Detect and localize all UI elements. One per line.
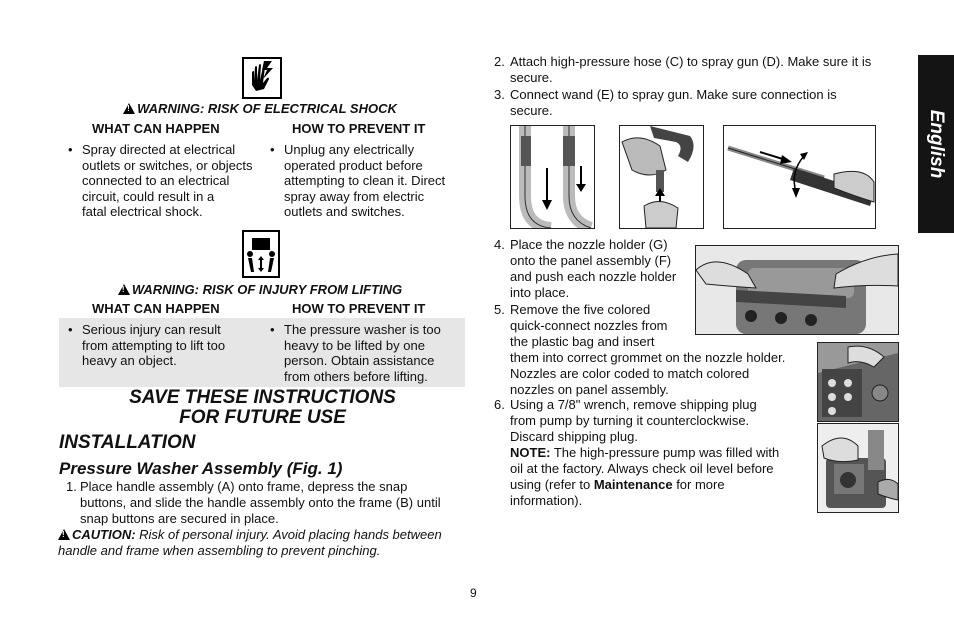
text-line: person. Obtain assistance (284, 353, 435, 368)
lifting-what-list (68, 322, 268, 369)
text-line: information). (510, 493, 583, 508)
text-line: from attempting to lift too (82, 337, 226, 353)
step-1 (66, 479, 467, 527)
electrical-warning-title (60, 101, 460, 116)
text-line: from others before lifting. (284, 368, 428, 384)
electrical-how-to-prevent-heading: HOW TO PREVENT IT (292, 121, 426, 136)
electrical-shock-icon (242, 57, 282, 99)
text-line: using (refer to (510, 477, 594, 492)
text-line: oil at the factory. Always check oil level before (510, 461, 774, 476)
text-line: them into correct grommet on the nozzle holder. (510, 350, 786, 365)
text-line: The high-pressure pump was filled with (550, 445, 780, 460)
note-label: NOTE: (510, 445, 551, 460)
text-line: Nozzles are color coded to match colored (510, 366, 750, 381)
text-line: onto the panel assembly (F) (510, 253, 672, 268)
text-line: spray away from electric (284, 188, 425, 204)
text-line: connected to an electrical (82, 173, 230, 188)
electrical-warning-text: WARNING: RISK OF ELECTRICAL SHOCK (137, 101, 397, 116)
page-number: 9 (470, 586, 477, 600)
text-line: and push each nozzle holder (510, 269, 677, 284)
language-tab-label: English (926, 109, 947, 179)
step-number: 6. (494, 397, 505, 412)
spray-gun-illustration (619, 125, 704, 229)
text-line: Unplug any electrically (284, 142, 415, 157)
text-line: into place. (510, 285, 570, 300)
text-line: secure. (510, 70, 553, 85)
text-line: Spray directed at electrical (82, 142, 236, 157)
text-line: fatal electrical shock. (82, 204, 203, 219)
text-line: attempting to clean it. Direct (284, 173, 446, 188)
text-line: handle and frame when assembling to prevent pinching. (58, 543, 381, 558)
save-instructions-heading (60, 388, 465, 428)
lifting-what-item (68, 322, 268, 369)
electrical-how-item (270, 142, 470, 220)
step-number: 3. (494, 87, 505, 102)
text-line: The pressure washer is too (284, 322, 441, 337)
hose-illustration (510, 125, 595, 229)
text-line: heavy an object. (82, 353, 177, 368)
lifting-warning-title (60, 282, 460, 297)
text-line: snap buttons are secured in place. (80, 511, 279, 526)
text-line: Place the nozzle holder (G) (510, 237, 668, 252)
pump-shipping-plug-illustration (817, 423, 899, 513)
text-line: for more (672, 477, 725, 492)
text-line: outlets and switches. (284, 204, 405, 219)
wand-illustration (723, 125, 876, 229)
step-number: 4. (494, 237, 505, 252)
step-6 (494, 397, 798, 445)
text-line: buttons, and slide the handle assembly onto the frame (B) until (80, 495, 441, 510)
text-line: nozzles on panel assembly. (510, 382, 669, 397)
assembly-subheading: Pressure Washer Assembly (Fig. 1) (59, 459, 343, 478)
text-line: Connect wand (E) to spray gun. Make sure connection is (510, 87, 837, 102)
step-number: 1. (66, 479, 77, 494)
text-line: Risk of personal injury. Avoid placing hands between (135, 527, 442, 542)
lifting-injury-icon (242, 230, 280, 278)
pump-oil-note (510, 445, 796, 509)
lifting-what-can-happen-heading: WHAT CAN HAPPEN (92, 301, 220, 316)
lifting-warning-text: WARNING: RISK OF INJURY FROM LIFTING (131, 282, 403, 297)
language-tab (918, 55, 954, 233)
text-line: Place handle assembly (A) onto frame, depress the snap (80, 479, 408, 494)
maintenance-reference: Maintenance (593, 477, 673, 492)
lifting-how-to-prevent-heading: HOW TO PREVENT IT (292, 301, 426, 316)
text-line: Using a 7/8" wrench, remove shipping plug (510, 397, 757, 412)
text-line: heavy to be lifted by one (284, 337, 425, 353)
quick-connect-nozzles-illustration (817, 342, 899, 422)
caution-note (58, 527, 470, 559)
warning-triangle-icon (118, 284, 130, 295)
text-line: the plastic bag and insert (510, 334, 655, 349)
lifting-how-list (270, 322, 470, 384)
installation-heading: INSTALLATION (59, 432, 196, 453)
text-line: operated product before (284, 157, 423, 173)
warning-triangle-icon (123, 103, 135, 114)
electrical-how-list (270, 142, 470, 220)
text-line: quick-connect nozzles from (510, 318, 668, 333)
text-line: secure. (510, 103, 553, 118)
text-line: circuit, could result in a (82, 188, 215, 204)
warning-triangle-icon (58, 529, 70, 540)
step-number: 5. (494, 302, 505, 317)
text-line: Serious injury can result (82, 322, 221, 337)
step-5 (494, 302, 798, 398)
caution-label: CAUTION: (72, 527, 136, 542)
electrical-what-list (68, 142, 268, 220)
step-4 (494, 237, 686, 301)
electrical-what-can-happen-heading: WHAT CAN HAPPEN (92, 121, 220, 136)
electrical-what-item (68, 142, 268, 220)
step-3 (494, 87, 898, 119)
text-line: from pump by turning it counterclockwise. (510, 413, 750, 428)
text-line: Remove the five colored (510, 302, 651, 317)
text-line: Attach high-pressure hose (C) to spray gun (D). Make sure it is (510, 54, 872, 69)
lifting-how-item (270, 322, 470, 384)
text-line: outlets or switches, or objects (82, 157, 253, 173)
text-line: Discard shipping plug. (510, 429, 638, 444)
save-heading-line2: FOR FUTURE USE (179, 407, 346, 428)
save-heading-line1: SAVE THESE INSTRUCTIONS (129, 387, 396, 408)
step-2 (494, 54, 898, 86)
step-number: 2. (494, 54, 505, 69)
